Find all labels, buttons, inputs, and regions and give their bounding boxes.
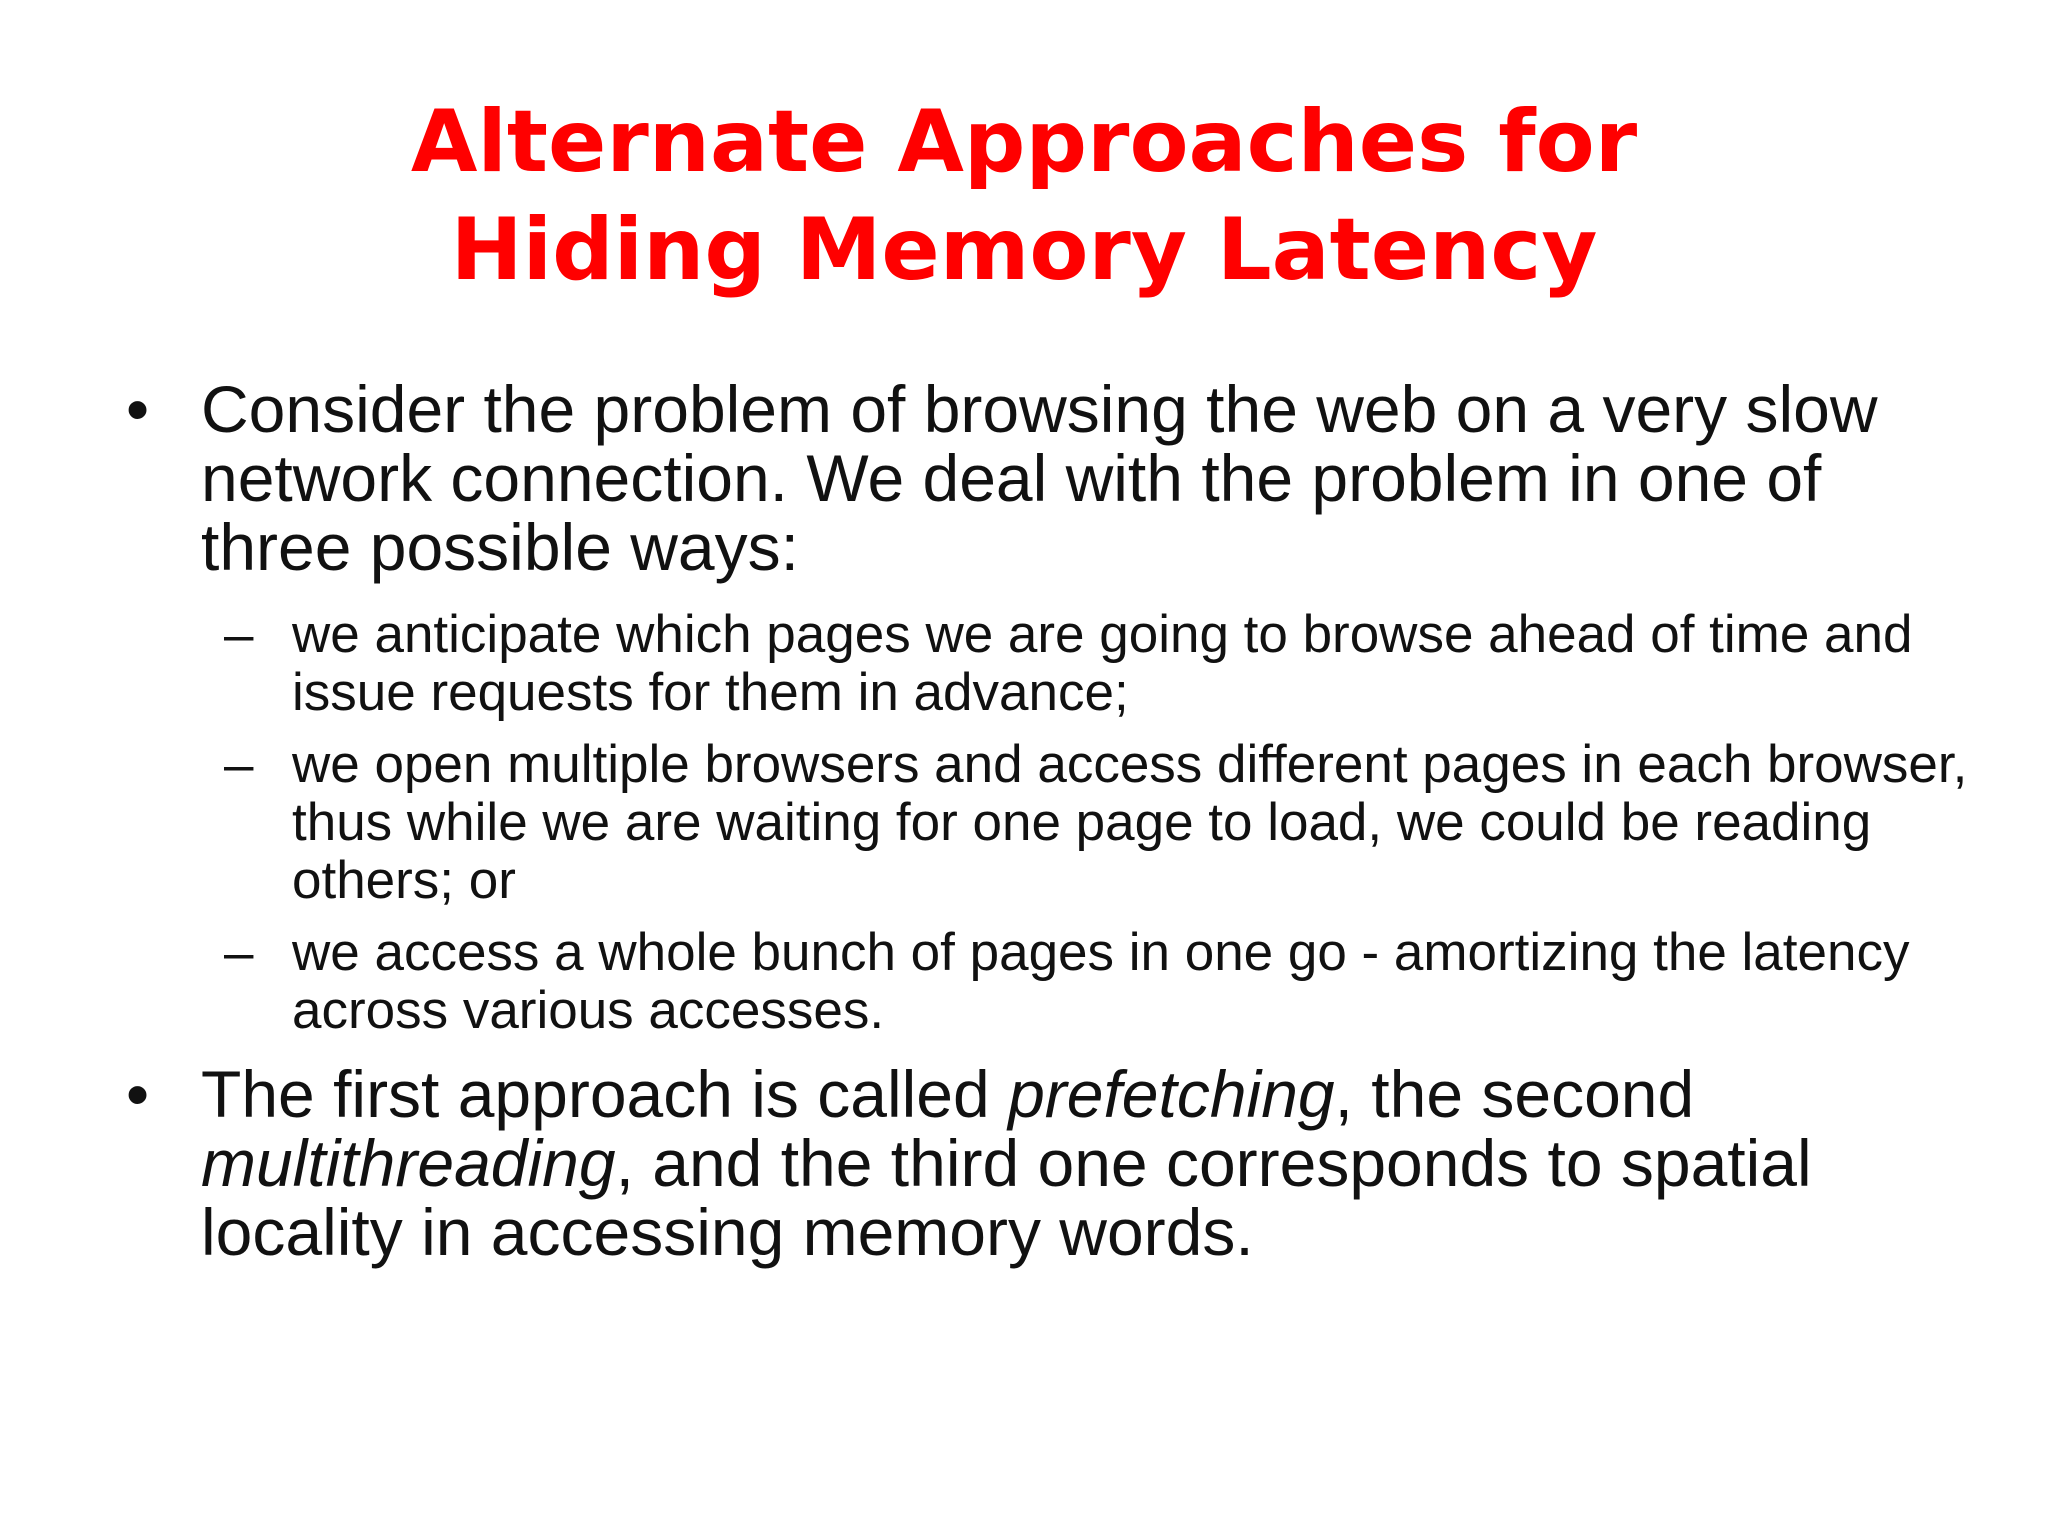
bullet-item-2 bbox=[0, 1057, 2048, 1269]
bullet-2-part-3: , and the third one corresponds to spatial locality in accessing memory words. bbox=[201, 1126, 1812, 1269]
sub-bullet-text-3: we access a whole bunch of pages in one go - amortizing the latency across various accesses. bbox=[292, 923, 1910, 1040]
sub-bullet-item-3 bbox=[0, 924, 2048, 1040]
bullet-marker: • bbox=[126, 372, 150, 446]
bullet-item-1 bbox=[0, 372, 2048, 584]
bullet-2-part-2: , the second bbox=[1334, 1057, 1695, 1131]
sub-bullet-text-2: we open multiple browsers and access different pages in each browser, thus while we are waiting for one page to load, we could be reading others; or bbox=[292, 735, 1968, 910]
bullet-text-2 bbox=[201, 1057, 1812, 1269]
slide-title-line-2: Hiding Memory Latency bbox=[450, 200, 1598, 300]
sub-bullet-marker: – bbox=[224, 735, 254, 794]
sub-bullet-list bbox=[0, 606, 2048, 1040]
term-multithreading: multithreading bbox=[201, 1126, 616, 1200]
bullet-text-1: Consider the problem of browsing the web on a very slow network connection. We deal with the problem in one of three possible ways: bbox=[201, 372, 1878, 584]
sub-bullet-marker: – bbox=[224, 605, 254, 664]
sub-bullet-item-2 bbox=[0, 736, 2048, 910]
slide-title bbox=[0, 88, 2048, 304]
slide-body bbox=[0, 372, 2048, 1269]
sub-bullet-text-1: we anticipate which pages we are going to browse ahead of time and issue requests for them in advance; bbox=[292, 605, 1913, 722]
term-prefetching: prefetching bbox=[1008, 1057, 1335, 1131]
bullet-marker: • bbox=[126, 1057, 150, 1131]
slide-title-line-1: Alternate Approaches for bbox=[410, 92, 1638, 192]
sub-bullet-item-1 bbox=[0, 606, 2048, 722]
bullet-2-part-1: The first approach is called bbox=[201, 1057, 1009, 1131]
sub-bullet-marker: – bbox=[224, 923, 254, 982]
